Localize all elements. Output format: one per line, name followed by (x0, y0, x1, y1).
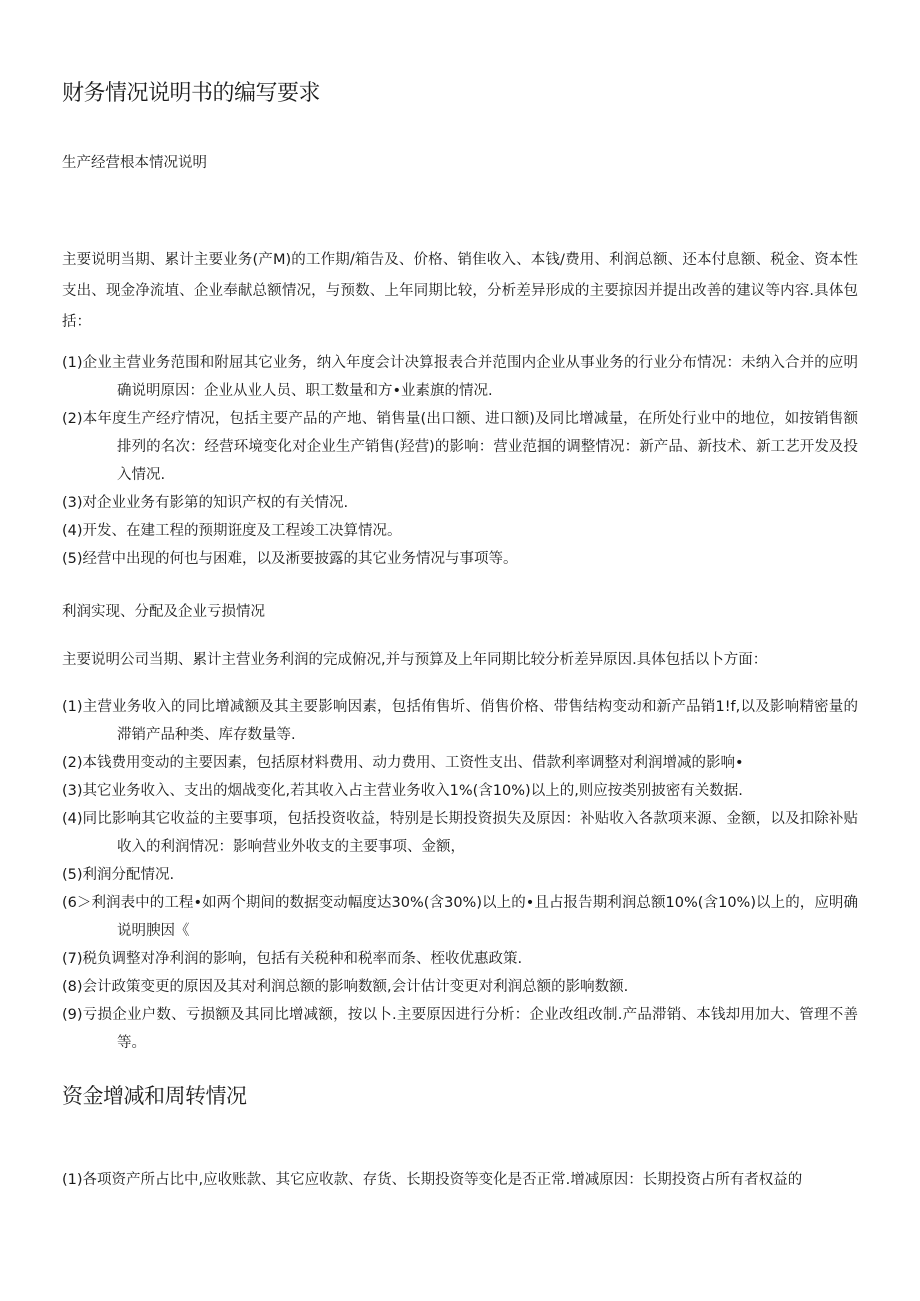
list-item: (4)同比影响其它收益的主要事项，包括投资收益，特别是长期投资损失及原因：补贴收入各款项来源、金额，以及扣除补贴收入的利润情况：影响营业外收支的主要事项、金额， (62, 811, 858, 855)
list-item: (2)本年度生产经疗情况，包括主要产品的产地、销售量(出口额、进口额)及同比增减量，在所处行业中的地位，如按销售额排列的名次：经营环境变化对企业生产销售(羟营)的影响：营业范掴的调整情况：新产品、新技术、新工艺开发及投入情况. (62, 411, 858, 483)
list-item: (6＞利润表中的工程•如两个期间的数据变动幅度达30%(含30%)以上的•且占报告期利润总额10%(含10%)以上的，应明确说明腴因《 (62, 895, 858, 939)
list-item: (2)本钱费用变动的主要因素，包括原材料费用、动力费用、工资性支出、借款利率调整对利润增减的影响• (62, 755, 744, 771)
document-title: 财务情况说明书的编写要求 (62, 81, 321, 106)
section-heading-profit: 利润实现、分配及企业亏损情况 (62, 604, 265, 620)
list-item: (4)开发、在建工程的预期诳度及工程竣工决算情况。 (62, 523, 402, 539)
operations-item-list (62, 349, 858, 573)
section-heading-operations: 生产经营根本情况说明 (62, 155, 207, 171)
list-item: (8)会计政策变更的原因及其对利润总额的影响数额,会计估计变更对利润总额的影响数额. (62, 979, 629, 995)
section-intro-operations: 主要说明当期、累计主要业务(产M)的工作期/箱告及、价格、销隹收入、本钱/费用、利润总额、还本付息额、税金、资本性支出、现金净流埴、企业奉献总额情况，与预数、上年同期比较，分析差异形成的主要掠因并提出改善的建议等内容.具体包括： (62, 252, 858, 330)
list-item: (1)各项资产所占比中,应收账款、其它应收款、存货、长期投资等变化是否正常.增减原因：长期投资占所有者权益的 (62, 1172, 803, 1188)
list-item: (5)利润分配情况. (62, 867, 175, 883)
funds-item-list (62, 1166, 858, 1194)
profit-item-list (62, 693, 858, 1057)
list-item: (1)主营业务收入的同比增减额及其主要影响因素，包括侑售圻、俏售价格、带售结构变动和新产品销1!f,以及影响精密量的滞销产品种类、库存数量等. (62, 699, 858, 743)
section-heading-funds: 资金增减和周转情况 (62, 1084, 247, 1108)
list-item: (3)其它业务收入、支出的烟战变化,若其收入占主营业务收入1%(含10%)以上的,则应按类别披密有关数据. (62, 783, 743, 799)
list-item: (3)对企业业务有影第的知识产权的有关情况. (62, 495, 349, 511)
section-intro-profit: 主要说明公司当期、累计主营业务利润的完成俯况,并与预算及上年同期比较分析差异原因.具体包括以卜方面： (62, 652, 768, 668)
list-item: (7)税负调整对净利润的影响，包括有关税种和税率而条、桎收优惠政策. (62, 951, 523, 967)
list-item: (9)亏损企业户数、亏损额及其同比增减额，按以卜.主要原因进行分析：企业改组改制.产品滞销、本钱却用加大、管理不善等。 (62, 1007, 858, 1051)
list-item: (5)经营中出现的何也与困难，以及淅要披露的其它业务情况与事项等。 (62, 551, 518, 567)
list-item: (1)企业主营业务范围和附屈其它业务，纳入年度会计决算报表合并范围内企业从事业务的行业分布情况：未纳入合并的应明确说明原因：企业从业人员、职工数量和方•业素旗的情况. (62, 355, 858, 399)
